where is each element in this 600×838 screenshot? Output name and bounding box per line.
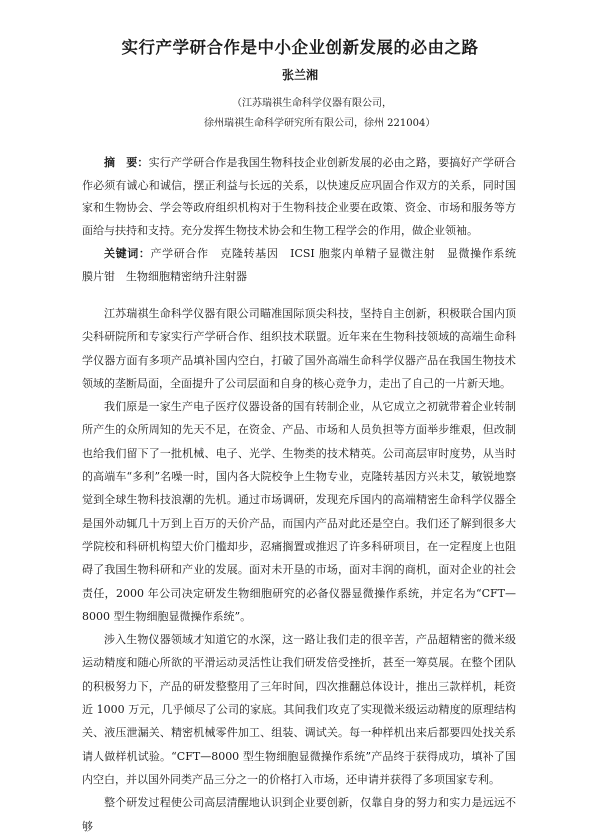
body-text: [82, 302, 516, 838]
keywords: [82, 243, 527, 288]
body-paragraph: 江苏瑞祺生命科学仪器有限公司瞄准国际顶尖科技，坚持自主创新，积极联合国内顶尖科研院所和专家实行产学研合作、组织技术联盟。近年来在生物科技领域的高端生命科学仪器方面有多项产品填补国内空白，打破了国外高端生命科学仪器产品在我国生物技术领域的垄断局面，全面提升了公司层面和自身的核心竞争力，走出了自己的一片新天地。: [82, 307, 516, 390]
keywords-text: 产学研合作 克隆转基因 ICSI 胞浆内单精子显微注射 显微操作系统 膜片钳 生物细胞精密纳升注射器: [82, 247, 527, 283]
affiliation-line-2: 徐州瑞祺生命科学研究所有限公司，徐州 221004）: [204, 118, 436, 129]
paper-title: 实行产学研合作是中小企业创新发展的必由之路: [121, 38, 479, 57]
abstract: [82, 152, 516, 242]
body-paragraph: 涉入生物仪器领域才知道它的水深，这一路让我们走的很辛苦，产品超精密的微米级运动精度和随心所欲的平滑运动灵活性让我们研发倍受挫折，甚至一筹莫展。在整个团队的积极努力下，产品的研发整整用了三年时间，四次推翻总体设计，推出三款样机，耗资近 1000 万元，几乎倾尽了公司的家底。其间我们攻克了实现微米级运动精度的原理结构关、液压泄漏关、精密机械零件加工、组装、调试关。每一种样机出来后都要四处找关系请人做样机试验。“CFT—8000 型生物细胞显微操作系统”产品终于获得成功，填补了国内空白，并以国外同类产品三分之一的价格打入市场，还申请并获得了多项国家专利。: [82, 633, 516, 786]
body-paragraph: 整个研发过程使公司高层清醒地认识到企业要创新，仅靠自身的努力和实力是远远不够: [82, 796, 516, 833]
author-name: 张兰湘: [281, 68, 318, 82]
affiliation-line-1: （江苏瑞祺生命科学仪器有限公司，: [232, 98, 392, 109]
abstract-text: 实行产学研合作是我国生物科技企业创新发展的必由之路，要搞好产学研合作必须有诚心和诚信，摆正利益与长远的关系，以快速反应巩固合作双方的关系，同时国家和生物协会、学会等政府组织机构对于生物科技企业要在政策、资金、市场和服务等方面给与扶持和支持。充分发挥生物技术协会和生物工程学会的作用，做企业领袖。: [82, 156, 517, 237]
body-paragraph: 我们原是一家生产电子医疗仪器设备的国有转制企业，从它成立之初就带着企业转制所产生的众所周知的先天不足，在资金、产品、市场和人员负担等方面举步维艰，但改制也给我们留下了一批机械、电子、光学、生物类的技术精英。公司高层审时度势，从当时的高端车“多利”名噪一时，国内各大院校争上生物专业，克隆转基因方兴未艾，敏锐地察觉到全球生物科技浪潮的先机。通过市场调研，发现充斥国内的高端精密生命科学仪器全是国外动辄几十万到上百万的天价产品，而国内产品对此还是空白。我们还了解到很多大学院校和科研机构望大价门槛却步，忍痛搁置或推迟了许多科研项目，在一定程度上也阻碍了我国生物科研和产业的发展。面对未开垦的市场，面对丰润的商机，面对企业的社会责任，2000 年公司决定研发生物细胞研究的必备仪器显微操作系统，并定名为“CFT—8000 型生物细胞显微操作系统”。: [82, 400, 516, 623]
abstract-label: 摘 要：: [104, 156, 149, 169]
keywords-label: 关键词：: [104, 247, 151, 260]
